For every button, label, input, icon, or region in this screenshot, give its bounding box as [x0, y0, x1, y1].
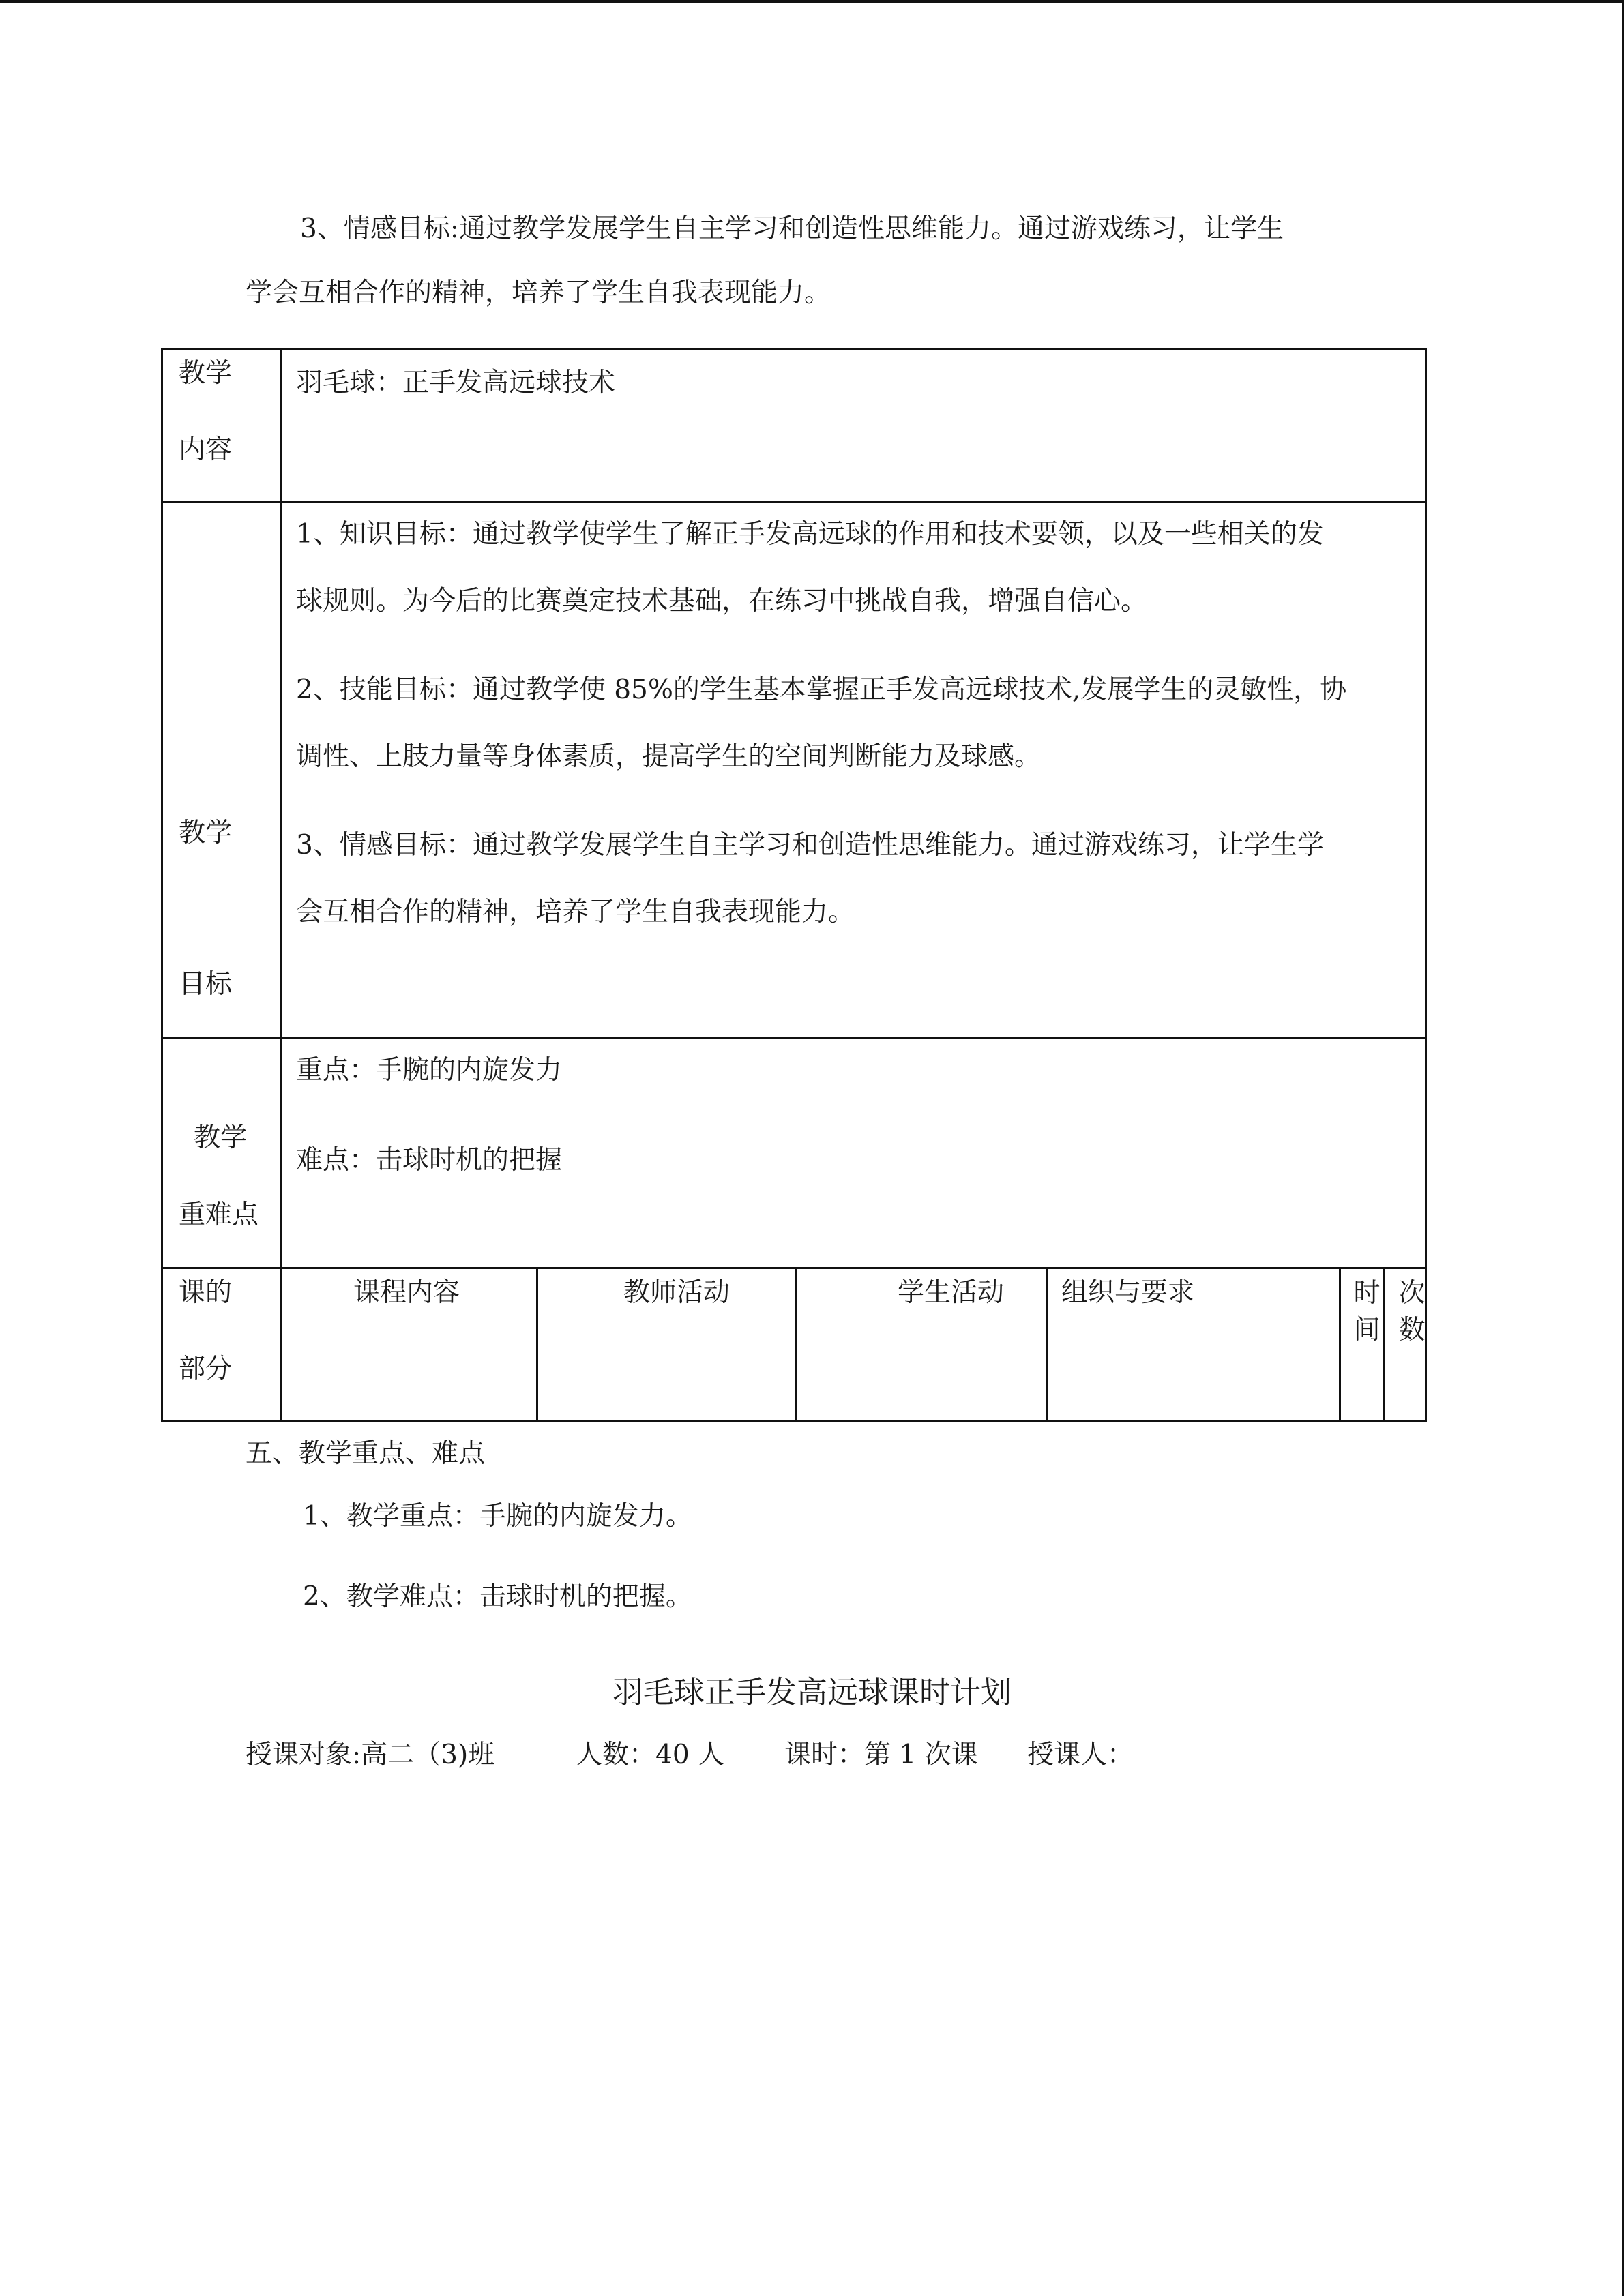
- objective-line: 3、情感目标：通过教学发展学生自主学习和创造性思维能力。通过游戏练习，让学生学: [296, 830, 1324, 861]
- table-border-bottom: [161, 1420, 1427, 1422]
- content-label-2: 内容: [179, 434, 233, 465]
- section5-item-2: 2、教学难点：击球时机的把握。: [303, 1581, 692, 1612]
- table-column-divider: [536, 1267, 538, 1422]
- header-teacher-activity: 教师活动: [623, 1277, 730, 1308]
- header-student-activity: 学生活动: [898, 1277, 1005, 1308]
- objectives-label-1: 教学: [179, 818, 233, 848]
- table-column-divider: [795, 1267, 797, 1422]
- table-column-divider: [280, 348, 282, 1422]
- focus-point: 重点：手腕的内旋发力: [296, 1055, 563, 1086]
- table-divider: [161, 1037, 1427, 1039]
- objective-line: 球规则。为今后的比赛奠定技术基础，在练习中挑战自我，增强自信心。: [296, 586, 1148, 616]
- table-border-left: [161, 348, 163, 1422]
- objective-line: 1、知识目标：通过教学使学生了解正手发高远球的作用和技术要领，以及一些相关的发: [296, 519, 1324, 550]
- plan-period: 课时：第 1 次课: [784, 1740, 978, 1770]
- table-divider: [161, 501, 1427, 503]
- plan-title: 羽毛球正手发高远球课时计划: [612, 1674, 1012, 1710]
- section5-item-1: 1、教学重点：手腕的内旋发力。: [303, 1501, 692, 1532]
- objective-line: 调性、上肢力量等身体素质，提高学生的空间判断能力及球感。: [296, 741, 1042, 772]
- section5-heading: 五、教学重点、难点: [246, 1438, 486, 1469]
- difficult-point: 难点：击球时机的把握: [296, 1145, 563, 1176]
- content-label-1: 教学: [179, 358, 233, 389]
- table-column-divider: [1383, 1267, 1385, 1422]
- intro-line-1: 3、情感目标:通过教学发展学生自主学习和创造性思维能力。通过游戏练习，让学生: [300, 213, 1284, 244]
- header-organization: 组织与要求: [1061, 1277, 1195, 1308]
- plan-teacher: 授课人：: [1027, 1740, 1134, 1770]
- part-label-1: 课的: [179, 1277, 233, 1308]
- plan-count: 人数：40 人: [576, 1740, 725, 1770]
- content-value: 羽毛球：正手发高远球技术: [296, 368, 616, 398]
- objective-line: 会互相合作的精神，培养了学生自我表现能力。: [296, 897, 855, 927]
- table-column-divider: [1046, 1267, 1048, 1422]
- header-course-content: 课程内容: [353, 1277, 460, 1308]
- keypoints-label-2: 重难点: [179, 1199, 259, 1230]
- keypoints-label-1: 教学: [194, 1122, 248, 1153]
- intro-line-2: 学会互相合作的精神，培养了学生自我表现能力。: [246, 278, 831, 308]
- header-time: 时间: [1353, 1278, 1381, 1345]
- table-column-divider: [1339, 1267, 1341, 1422]
- table-border-right: [1425, 348, 1427, 1422]
- plan-target: 授课对象:高二（3)班: [246, 1740, 495, 1770]
- part-label-2: 部分: [179, 1354, 233, 1384]
- table-border-top: [161, 348, 1427, 350]
- objective-line: 2、技能目标：通过教学使 85%的学生基本掌握正手发高远球技术,发展学生的灵敏性，协: [296, 674, 1347, 705]
- header-count: 次数: [1398, 1278, 1426, 1345]
- table-divider: [161, 1267, 1427, 1269]
- page-top-border: [0, 0, 1624, 3]
- objectives-label-2: 目标: [179, 969, 233, 1000]
